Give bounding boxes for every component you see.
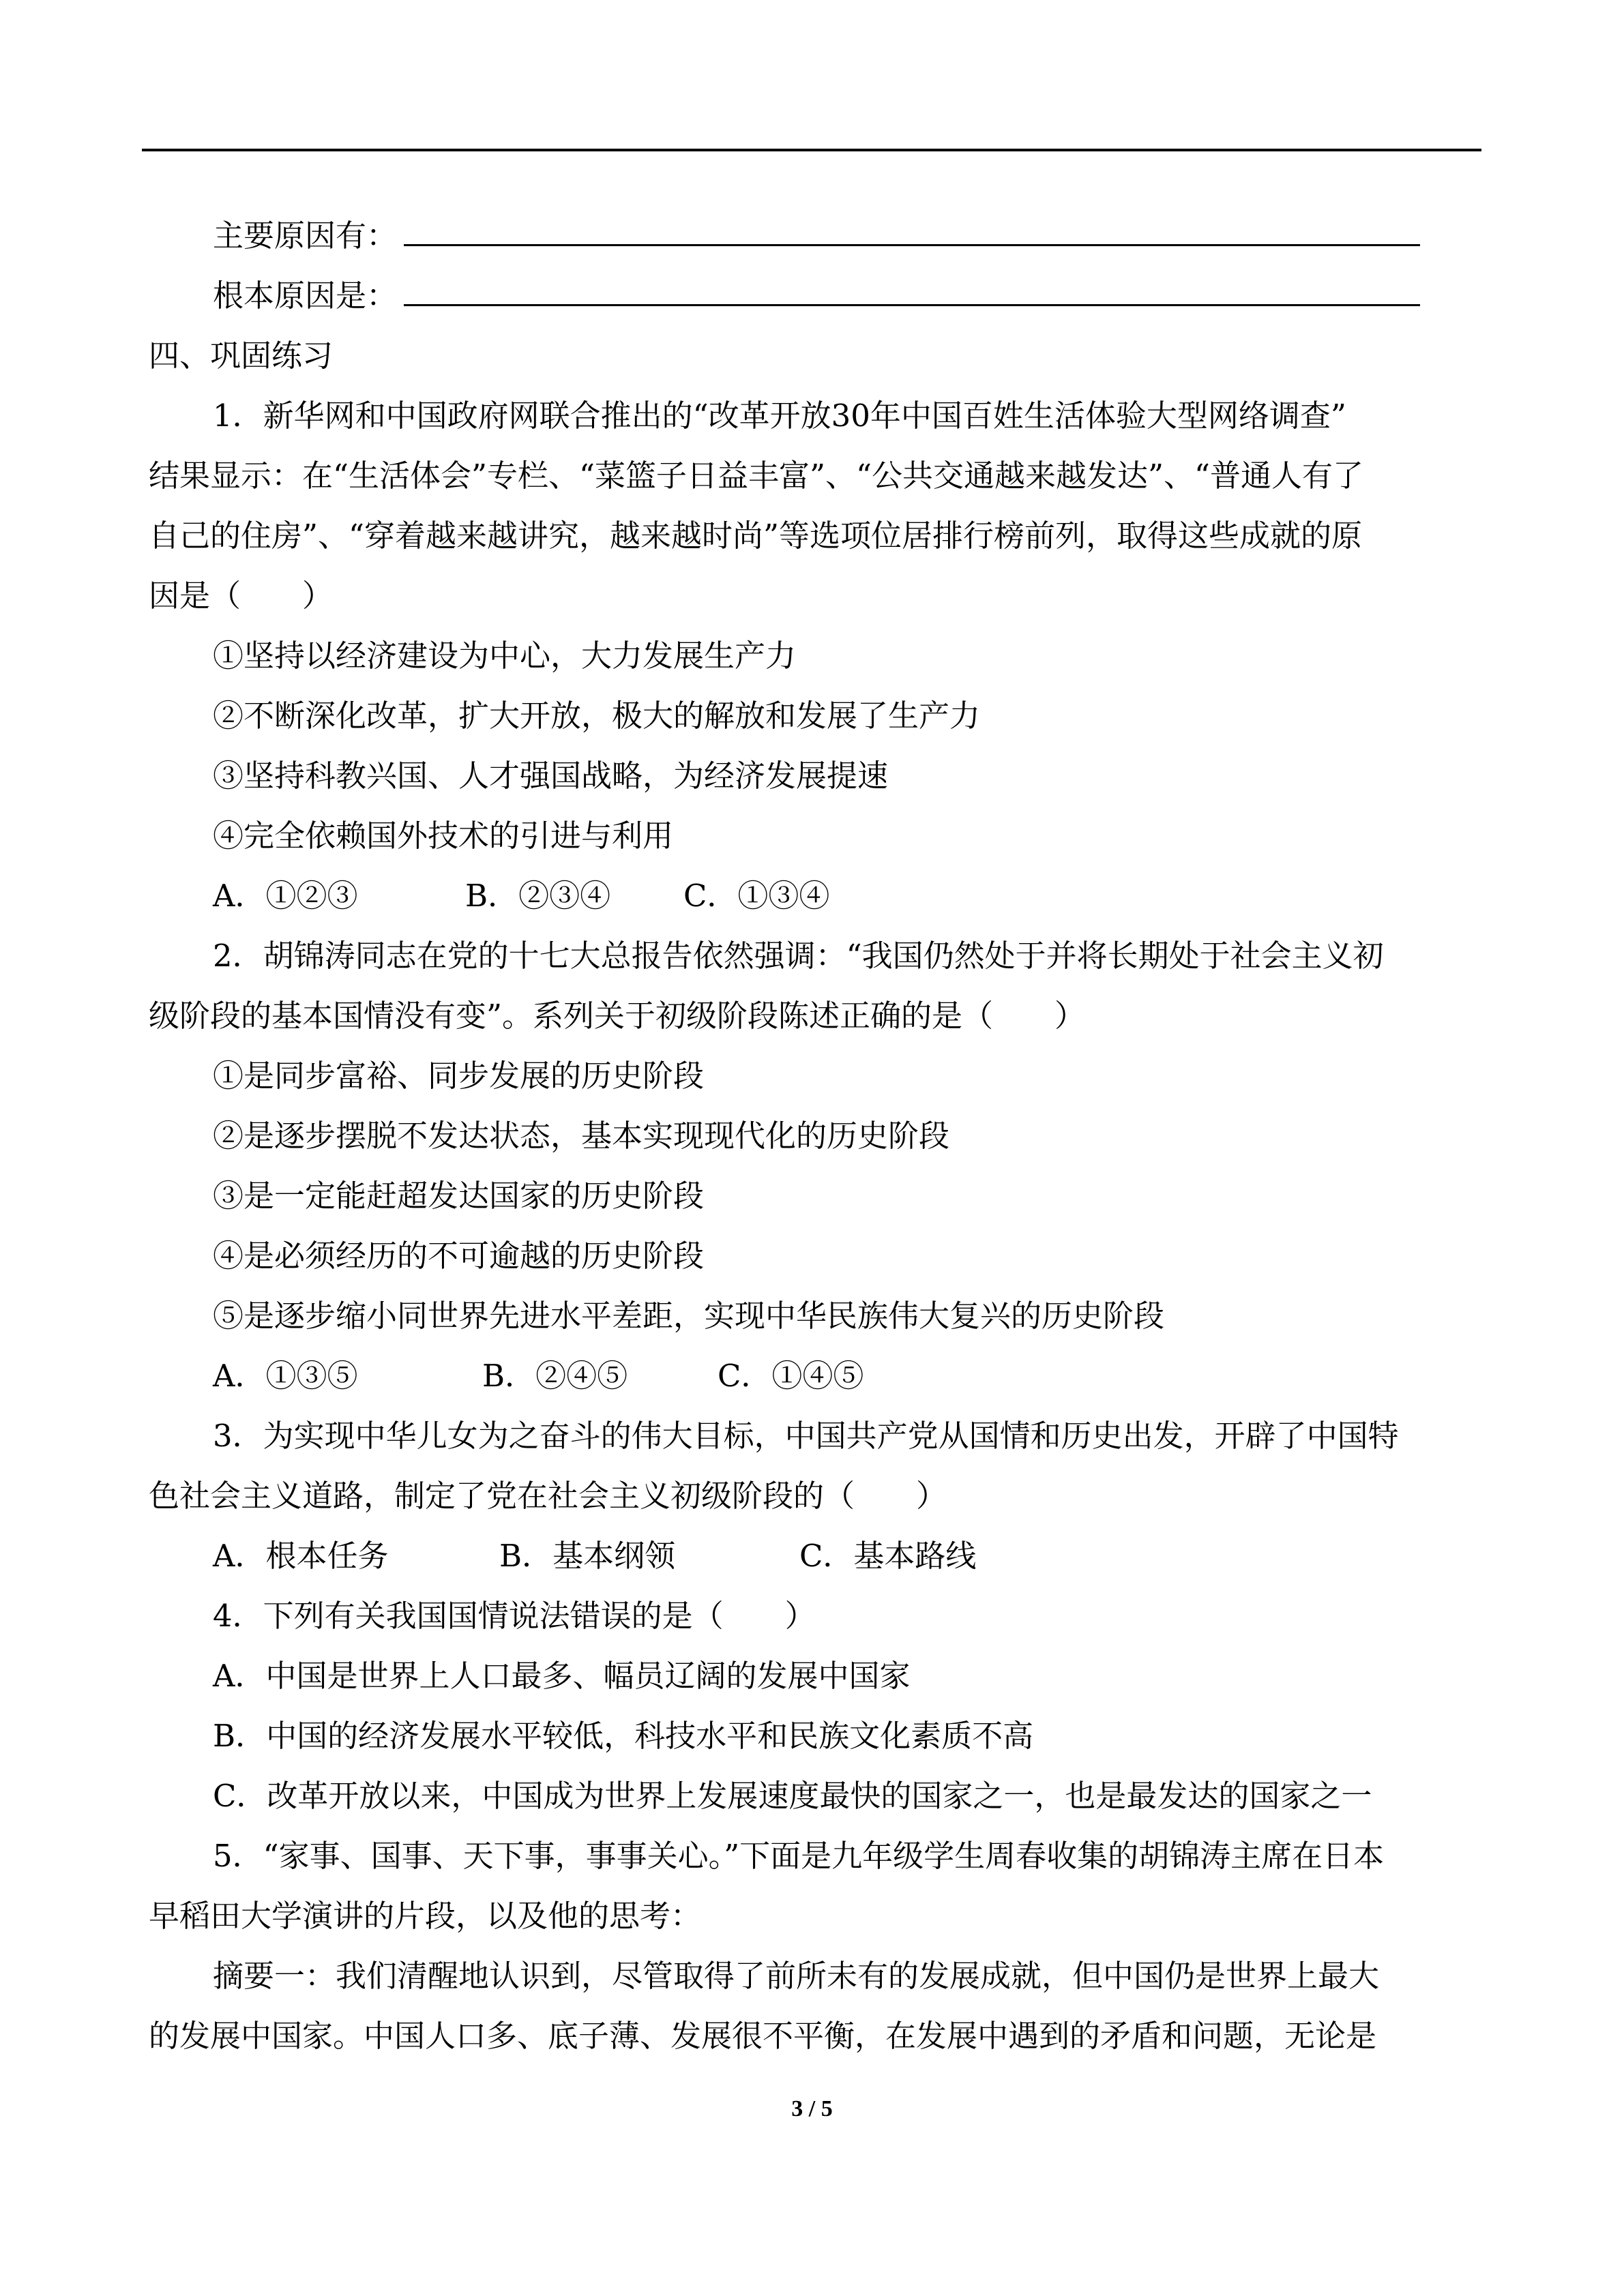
root-reason-line [213, 275, 1420, 316]
q2-item: ③是一定能赶超发达国家的历史阶段 [213, 1178, 705, 1214]
q2-options [213, 1356, 863, 1397]
q2-item: ⑤是逐步缩小同世界先进水平差距，实现中华民族伟大复兴的历史阶段 [213, 1298, 1165, 1334]
root-reason-blank[interactable] [404, 304, 1420, 306]
q3-options [213, 1536, 976, 1577]
q4-option-c[interactable]: C．改革开放以来，中国成为世界上发展速度最快的国家之一，也是最发达的国家之一 [213, 1778, 1372, 1814]
page-number: 3 / 5 [791, 2096, 833, 2121]
q5-excerpt-line: 摘要一：我们清醒地认识到，尽管取得了前所未有的发展成就，但中国仍是世界上最大 [213, 1958, 1380, 1994]
q2-stem-line: 级阶段的基本国情没有变”。系列关于初级阶段陈述正确的是（ ） [149, 998, 1086, 1034]
header-rule [142, 149, 1481, 151]
q4-stem-line: 4．下列有关我国国情说法错误的是（ ） [213, 1598, 816, 1634]
q1-stem-line: 结果显示：在“生活体会”专栏、“菜篮子日益丰富”、“公共交通越来越发达”、“普通人有了 [149, 458, 1364, 494]
q1-item: ①坚持以经济建设为中心，大力发展生产力 [213, 638, 797, 674]
q4-option-a[interactable]: A．中国是世界上人口最多、幅员辽阔的发展中国家 [213, 1658, 911, 1694]
q2-option-a[interactable]: A．①③⑤ [213, 1358, 358, 1394]
q2-item: ②是逐步摆脱不发达状态，基本实现现代化的历史阶段 [213, 1118, 950, 1154]
q2-option-b[interactable]: B．②④⑤ [482, 1358, 628, 1394]
q5-excerpt-line: 的发展中国家。中国人口多、底子薄、发展很不平衡，在发展中遇到的矛盾和问题，无论是 [149, 2018, 1377, 2054]
q1-stem-line: 1．新华网和中国政府网联合推出的“改革开放30年中国百姓生活体验大型网络调查” [213, 398, 1346, 434]
q3-option-a[interactable]: A．根本任务 [213, 1538, 389, 1574]
q1-options [213, 876, 829, 916]
q2-item: ①是同步富裕、同步发展的历史阶段 [213, 1058, 705, 1094]
main-reason-line [213, 215, 1420, 256]
q2-item: ④是必须经历的不可逾越的历史阶段 [213, 1238, 705, 1274]
q1-stem-line: 因是（ ） [149, 578, 334, 614]
q1-option-b[interactable]: B．②③④ [465, 878, 611, 914]
q2-stem-line: 2．胡锦涛同志在党的十七大总报告依然强调：“我国仍然处于并将长期处于社会主义初 [213, 938, 1384, 974]
q5-stem-line: 5．“家事、国事、天下事，事事关心。”下面是九年级学生周春收集的胡锦涛主席在日本 [213, 1838, 1385, 1874]
main-reason-label: 主要原因有： [213, 218, 398, 254]
section-title: 四、巩固练习 [149, 338, 334, 374]
q2-option-c[interactable]: C．①④⑤ [718, 1358, 864, 1394]
q1-item: ④完全依赖国外技术的引进与利用 [213, 818, 674, 854]
q3-stem-line: 色社会主义道路，制定了党在社会主义初级阶段的（ ） [149, 1478, 947, 1514]
q3-option-b[interactable]: B．基本纲领 [499, 1538, 676, 1574]
q3-stem-line: 3．为实现中华儿女为之奋斗的伟大目标，中国共产党从国情和历史出发，开辟了中国特 [213, 1418, 1399, 1454]
q3-option-c[interactable]: C．基本路线 [799, 1538, 977, 1574]
q1-option-a[interactable]: A．①②③ [213, 878, 358, 914]
q1-item: ②不断深化改革，扩大开放，极大的解放和发展了生产力 [213, 698, 981, 734]
main-reason-blank[interactable] [404, 244, 1420, 246]
q5-stem-line: 早稻田大学演讲的片段，以及他的思考： [149, 1898, 702, 1934]
q1-stem-line: 自己的住房”、“穿着越来越讲究，越来越时尚”等选项位居排行榜前列，取得这些成就的原 [149, 518, 1363, 554]
root-reason-label: 根本原因是： [213, 278, 398, 314]
q4-option-b[interactable]: B．中国的经济发展水平较低，科技水平和民族文化素质不高 [213, 1718, 1034, 1754]
q1-option-c[interactable]: C．①③④ [683, 878, 830, 914]
q1-item: ③坚持科教兴国、人才强国战略，为经济发展提速 [213, 758, 889, 794]
